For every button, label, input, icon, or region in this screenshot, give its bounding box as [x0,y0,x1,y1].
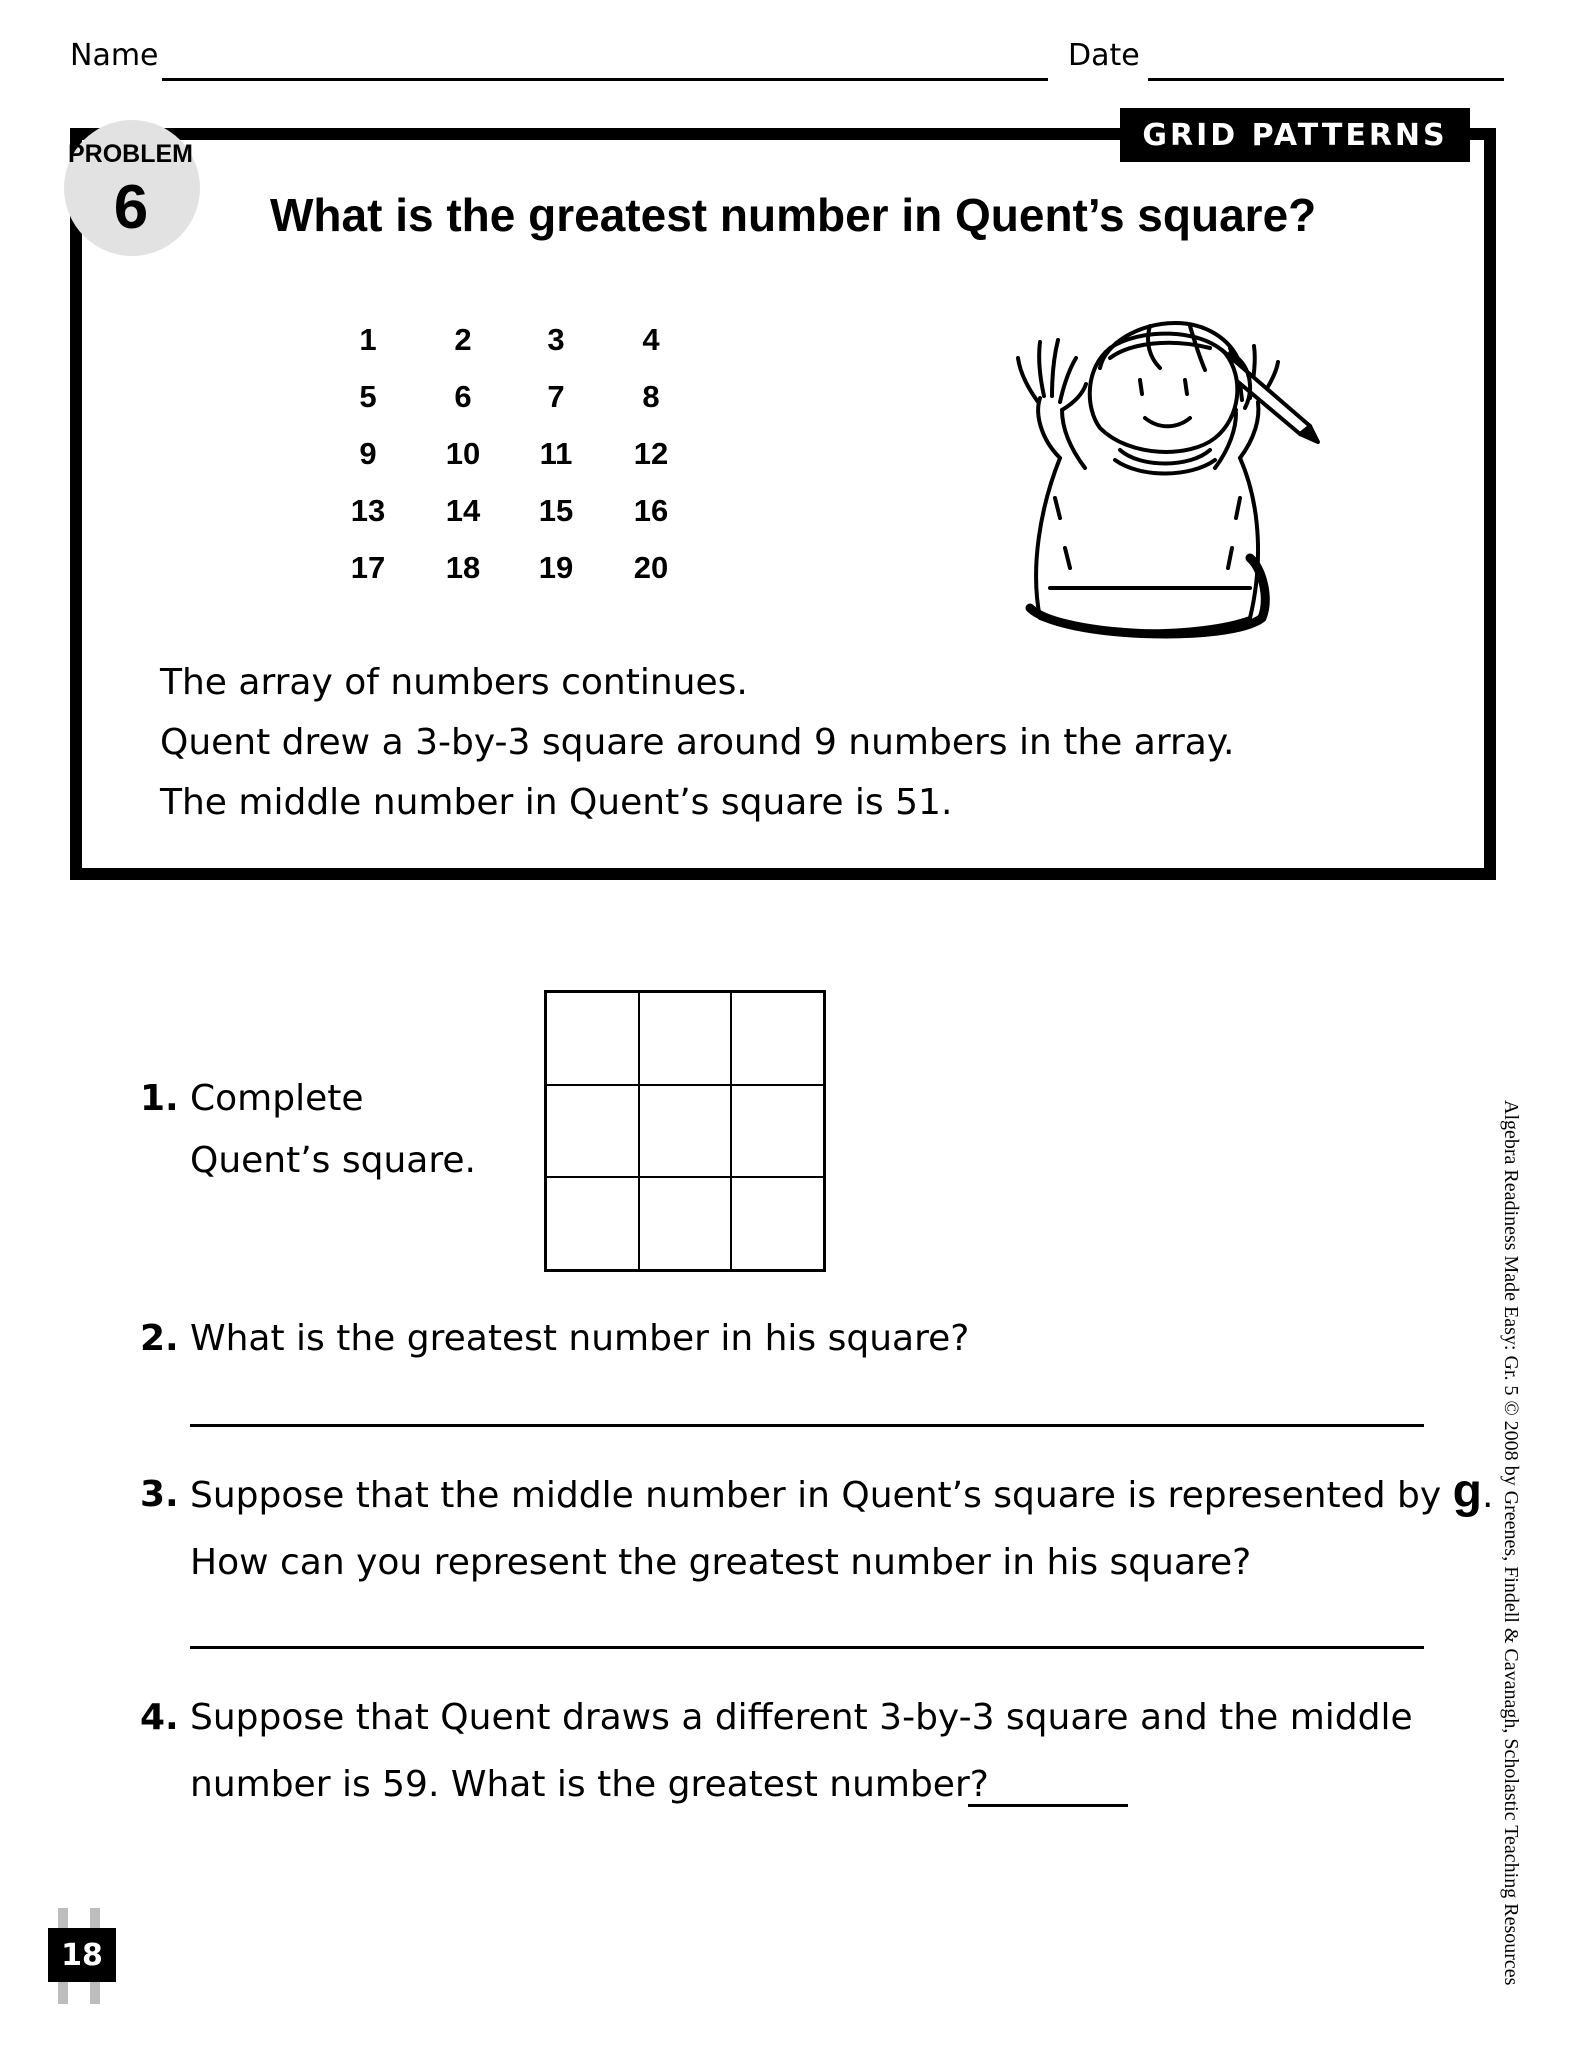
question-4-text-line2: number is 59. What is the greatest number? [190,1764,989,1805]
grid-cell[interactable] [546,992,639,1085]
problem-number: 6 [113,173,149,242]
array-cell: 19 [538,550,574,585]
page-number: 18 [48,1928,116,1982]
array-cell: 6 [454,379,472,414]
grid-cell[interactable] [639,1085,732,1178]
question-1-text: Complete [190,1078,364,1119]
array-cell: 5 [359,379,377,414]
question-3-text [190,1464,1493,1519]
array-row [328,550,691,607]
name-label: Name [70,38,159,73]
grid-cell[interactable] [639,1177,732,1270]
grid-cell[interactable] [731,1085,824,1178]
date-field[interactable] [1148,78,1504,81]
question-number: 2. [140,1318,179,1359]
array-cell: 1 [359,322,377,357]
array-row [328,322,691,379]
question-number: 4. [140,1697,179,1738]
question-1-text-line2: Quent’s square. [190,1140,476,1181]
question-3-period: . [1481,1475,1494,1516]
array-cell: 4 [642,322,660,357]
question-2-text: What is the greatest number in his square? [190,1318,970,1359]
answer-line-2[interactable] [190,1424,1424,1427]
page-marker-stripe [58,1982,68,2004]
page-marker-stripe [90,1982,100,2004]
answer-line-3[interactable] [190,1646,1424,1649]
array-cell: 12 [633,436,669,471]
copyright-credit: Algebra Readiness Made Easy: Gr. 5 © 2008 by Greenes, Findell & Cavanagh, Scholastic Teaching Resources [1500,1100,1522,1986]
array-row [328,493,691,550]
array-cell: 8 [642,379,660,414]
array-cell: 3 [547,322,565,357]
array-cell: 18 [445,550,481,585]
problem-badge-label: PROBLEM [68,140,193,168]
page-marker-stripe [58,1908,68,1930]
grid-cell[interactable] [731,1177,824,1270]
section-tag: GRID PATTERNS [1120,108,1470,162]
array-row [328,379,691,436]
array-cell: 2 [454,322,472,357]
student-illustration [1000,318,1400,643]
variable-g: g [1452,1465,1482,1518]
array-cell: 15 [538,493,574,528]
array-cell: 13 [350,493,386,528]
grid-cell[interactable] [639,992,732,1085]
body-line: The array of numbers continues. [160,662,748,703]
question-number: 1. [140,1078,179,1119]
grid-cell[interactable] [546,1085,639,1178]
array-cell: 14 [445,493,481,528]
array-cell: 17 [350,550,386,585]
question-3-text-part: Suppose that the middle number in Quent’s square is represented by [190,1475,1453,1516]
array-cell: 20 [633,550,669,585]
array-cell: 10 [445,436,481,471]
question-4-text: Suppose that Quent draws a different 3-by-3 square and the middle [190,1697,1413,1738]
grid-cell[interactable] [546,1177,639,1270]
array-cell: 7 [547,379,565,414]
array-cell: 9 [359,436,377,471]
body-line: The middle number in Quent’s square is 51. [160,782,953,823]
number-array [328,322,691,607]
array-cell: 16 [633,493,669,528]
question-3-text-line2: How can you represent the greatest number in his square? [190,1542,1252,1583]
name-field[interactable] [162,78,1048,81]
date-label: Date [1068,38,1140,73]
blank-square-grid [544,990,826,1272]
problem-title: What is the greatest number in Quent’s square? [270,189,1317,241]
array-row [328,436,691,493]
question-number: 3. [140,1474,179,1515]
body-line: Quent drew a 3-by-3 square around 9 numbers in the array. [160,722,1235,763]
answer-line-4[interactable] [968,1804,1128,1807]
array-cell: 11 [539,436,573,471]
grid-cell[interactable] [731,992,824,1085]
page-marker-stripe [90,1908,100,1930]
